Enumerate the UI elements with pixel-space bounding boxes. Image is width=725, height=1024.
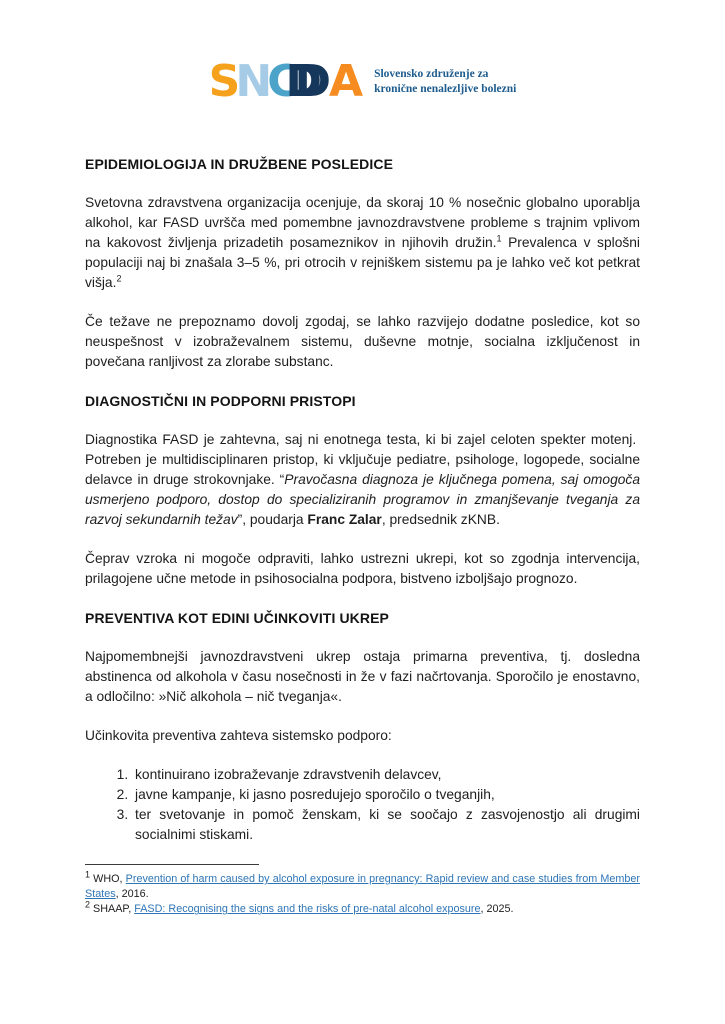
footnote-1-link[interactable]: Prevention of harm caused by alcohol exposure in pregnancy: Rapid review and case studies from Member States [85,873,640,901]
footnote-separator [85,864,259,865]
paragraph-text: Diagnostika FASD je zahtevna, saj ni enotnega testa, ki bi zajel celoten spekter motenj. Potreben je multidisciplinaren pristop, ki vključuje pediatre, psihologe, logopede, socialne delavce in druge strokovnjake. “ [85,432,640,487]
logo-letter-a: A [329,56,359,107]
logo-letter-s: S [208,56,236,107]
logo-letter-n: N [235,56,268,107]
logo-wordmark [208,56,359,107]
paragraph-text: , predsednik zKNB. [381,512,500,527]
paragraph-interventions: Čeprav vzroka ni mogoče odpraviti, lahko ustrezni ukrepi, kot so zgodnja intervencija, prilagojene učne metode in psihosocialna podpora, bistveno izboljšajo prognozo. [85,551,640,586]
logo-letter-d: D [294,56,327,107]
paragraph-text: ”, poudarja [237,512,308,527]
paragraph-text: Svetovna zdravstvena organizacija ocenjuje, da skoraj 10 % nosečnic globalno uporablja alkohol, kar FASD uvršča med pomembne javnozdravstvene probleme s trajnim vplivom na kakovost življenja prizadetih posameznikov in njihovih družin. [85,195,640,250]
footnote-ref-1: 1 [496,233,502,244]
footnote-ref-2: 2 [116,273,122,284]
footnote-2-year: , 2025. [480,903,514,916]
prevention-measures-list [85,765,640,845]
footnote-2-number: 2 [85,899,91,910]
logo-tagline-line2: kronične nenalezljive bolezni [374,83,517,95]
logo-tagline-line1: Slovensko združenje za [374,68,489,80]
paragraph-diagnostics [85,430,640,530]
footnote-2-link[interactable]: FASD: Recognising the signs and the risks of pre-natal alcohol exposure [134,903,481,916]
footnote-1-year: , 2016. [115,888,149,901]
logo-tagline [374,67,516,97]
paragraph-text: Prevalenca v splošni populaciji naj bi znašala 3–5 %, pri otrocih v rejniškem sistemu pa je lahko več kot petkrat višja. [85,235,641,290]
logo [85,56,640,107]
heading-prevention: PREVENTIVA KOT EDINI UČINKOVITI UKREP [85,610,389,626]
person-name: Franc Zalar [307,512,382,527]
paragraph-who-estimate [85,193,640,293]
list-item-campaigns: 2. javne kampanje, ki jasno posredujejo sporočilo o tveganjih, [132,785,640,805]
logo-letter-c: C [267,56,295,107]
footnote-1-source: WHO, [90,873,126,885]
heading-epidemiology: EPIDEMIOLOGIJA IN DRUŽBENE POSLEDICE [85,156,394,172]
list-item-counselling: 3. ter svetovanje in pomoč ženskam, ki se soočajo z zasvojenostjo ali drugimi socialnimi stiskami. [132,805,640,845]
quote-text: Pravočasna diagnoza je ključnega pomena, saj omogoča usmerjeno podporo, dostop do specializiranih programov in zmanjševanje tveganja za razvoj sekundarnih težav [85,472,640,527]
footnote-2 [85,899,640,917]
paragraph-list-intro: Učinkovita preventiva zahteva sistemsko podporo: [85,728,392,743]
footnote-2-source: SHAAP, [90,903,135,916]
list-item-education: 1. kontinuirano izobraževanje zdravstvenih delavcev, [132,765,640,785]
paragraph-consequences: Če težave ne prepoznamo dovolj zgodaj, se lahko razvijejo dodatne posledice, kot so neuspešnost v izobraževalnem sistemu, duševne motnje, socialna izključenost in povečana ranljivost za zlorabe substanc. [85,314,640,369]
footnote-1-number: 1 [85,869,91,880]
footnotes-section [85,864,640,918]
footnote-1 [85,869,640,902]
heading-diagnostics: DIAGNOSTIČNI IN PODPORNI PRISTOPI [85,393,356,409]
paragraph-prevention: Najpomembnejši javnozdravstveni ukrep ostaja primarna preventiva, tj. dosledna abstinenca od alkohola v času nosečnosti in že v fazi načrtovanja. Sporočilo je enostavno, a odločilno: »Nič alkohola – nič tveganja«. [85,649,640,704]
